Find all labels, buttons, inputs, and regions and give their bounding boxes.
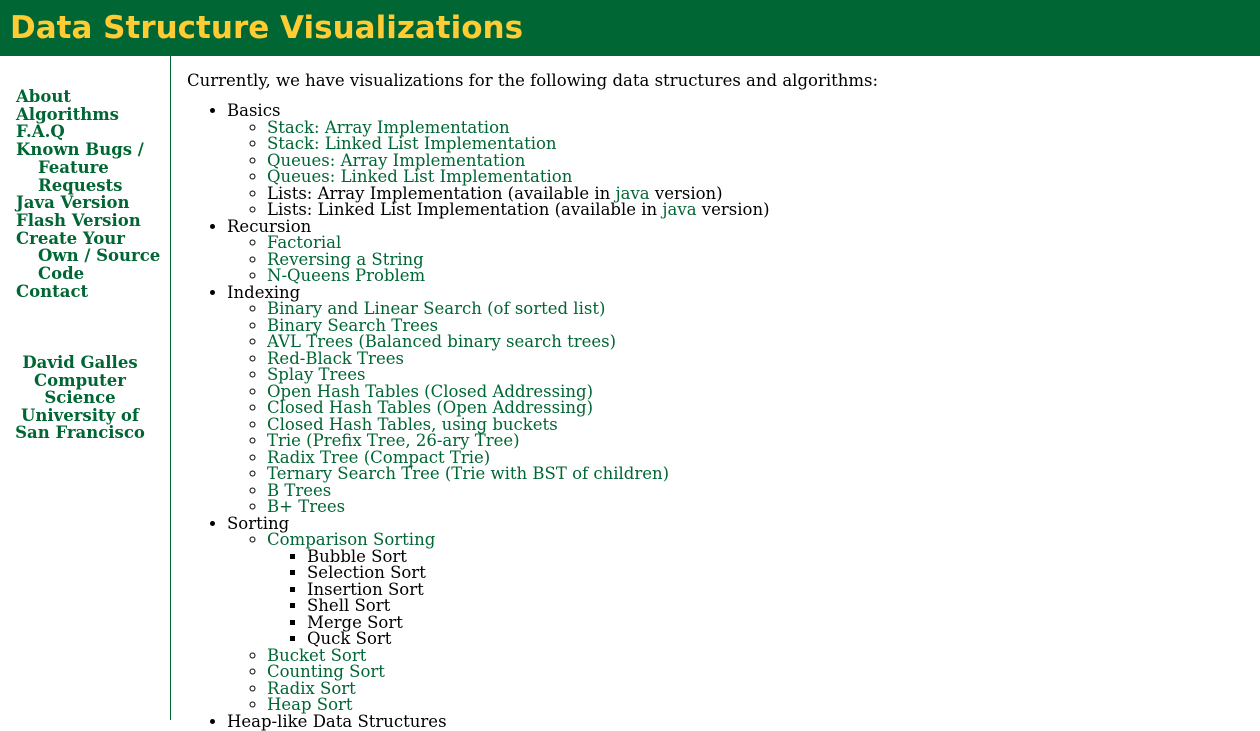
section-title: Recursion [227,216,312,236]
link-binary-and-linear-search-of-sorted-list[interactable]: Binary and Linear Search (of sorted list) [267,299,606,318]
section-heap-like-data-structures [227,711,770,731]
section-recursion [227,216,770,285]
java-version-link[interactable]: java [615,183,650,203]
nav-faq[interactable]: F.A.Q [16,122,65,142]
link-closed-hash-tables-open-addressing[interactable]: Closed Hash Tables (Open Addressing) [267,398,594,417]
author-department: Computer Science [34,370,126,408]
item-text-suffix: version) [649,183,723,203]
link-avl-trees-balanced-binary-search-trees[interactable]: AVL Trees (Balanced binary search trees) [267,332,617,351]
list-item [267,499,770,516]
link-reversing-a-string[interactable]: Reversing a String [267,249,424,269]
section-items [227,532,770,714]
link-n-queens-problem[interactable]: N-Queens Problem [267,266,426,285]
link-factorial[interactable]: Factorial [267,233,342,252]
link-radix-sort[interactable]: Radix Sort [267,678,356,698]
nav-java-version[interactable]: Java Version [16,193,130,213]
section-title: Sorting [227,513,290,533]
list-item [267,202,770,219]
sub-item-shell-sort: ▪ Shell Sort [307,598,770,615]
item-text-suffix: version) [696,200,770,219]
link-queues-array-implementation[interactable]: Queues: Array Implementation [267,150,526,170]
section-sorting [227,513,770,714]
link-closed-hash-tables-using-buckets[interactable]: Closed Hash Tables, using buckets [267,414,558,434]
sidebar [0,56,171,720]
link-radix-tree-compact-trie[interactable]: Radix Tree (Compact Trie) [267,447,491,467]
author-name: David Galles [22,353,138,372]
link-b-trees[interactable]: B+ Trees [267,497,346,516]
page-header [0,0,1260,56]
section-title: Basics [227,101,281,120]
link-b-trees[interactable]: B Trees [267,480,332,500]
link-queues-linked-list-implementation[interactable]: Queues: Linked List Implementation [267,167,573,186]
section-basics [227,103,770,219]
link-comparison-sorting[interactable]: Comparison Sorting [267,530,436,549]
sub-item-quck-sort: ▪ Quck Sort [307,631,770,648]
section-indexing [227,282,770,516]
author-info [0,354,160,442]
link-stack-array-implementation[interactable]: Stack: Array Implementation [267,117,510,137]
section-items [227,301,770,516]
section-items [227,235,770,285]
intro-text: Currently, we have visualizations for the following data structures and algorithms: [187,71,879,90]
link-bucket-sort[interactable]: Bucket Sort [267,645,367,665]
link-ternary-search-tree-trie-with-bst-of-children[interactable]: Ternary Search Tree (Trie with BST of children) [267,464,670,483]
sub-item-selection-sort: ▪ Selection Sort [307,565,770,582]
java-version-link[interactable]: java [662,200,697,219]
section-items [227,117,770,219]
list-item [267,268,770,285]
sidebar-nav [16,88,166,300]
nav-known-bugs[interactable]: Known Bugs / Feature Requests [16,140,144,195]
topic-list [187,103,770,730]
nav-about[interactable]: About [16,87,71,106]
link-stack-linked-list-implementation[interactable]: Stack: Linked List Implementation [267,134,557,153]
nav-algorithms[interactable]: Algorithms [16,104,119,124]
sub-item-bubble-sort: ▪ Bubble Sort [307,549,770,566]
sub-item-insertion-sort: ▪ Insertion Sort [307,582,770,599]
item-text-prefix: Lists: Array Implementation (available in [267,183,616,203]
section-title: Heap-like Data Structures [227,711,447,731]
link-trie-prefix-tree-26-ary-tree[interactable]: Trie (Prefix Tree, 26-ary Tree) [267,431,520,450]
list-item [267,532,770,648]
site-title: Data Structure Visualizations [10,10,524,46]
list-item [267,466,770,483]
link-counting-sort[interactable]: Counting Sort [267,662,385,681]
nav-contact[interactable]: Contact [16,281,89,301]
sub-items [267,546,770,648]
item-text-prefix: Lists: Linked List Implementation (available in [267,200,663,219]
nav-flash-version[interactable]: Flash Version [16,210,141,230]
link-splay-trees[interactable]: Splay Trees [267,365,366,384]
section-title: Indexing [227,282,301,302]
author-university: University of San Francisco [15,405,145,443]
nav-create-your-own[interactable]: Create Your Own / Source Code [16,228,161,284]
link-open-hash-tables-closed-addressing[interactable]: Open Hash Tables (Closed Addressing) [267,381,594,401]
sub-item-merge-sort: ▪ Merge Sort [307,615,770,632]
link-red-black-trees[interactable]: Red-Black Trees [267,348,404,368]
link-binary-search-trees[interactable]: Binary Search Trees [267,315,439,335]
link-heap-sort[interactable]: Heap Sort [267,695,353,714]
